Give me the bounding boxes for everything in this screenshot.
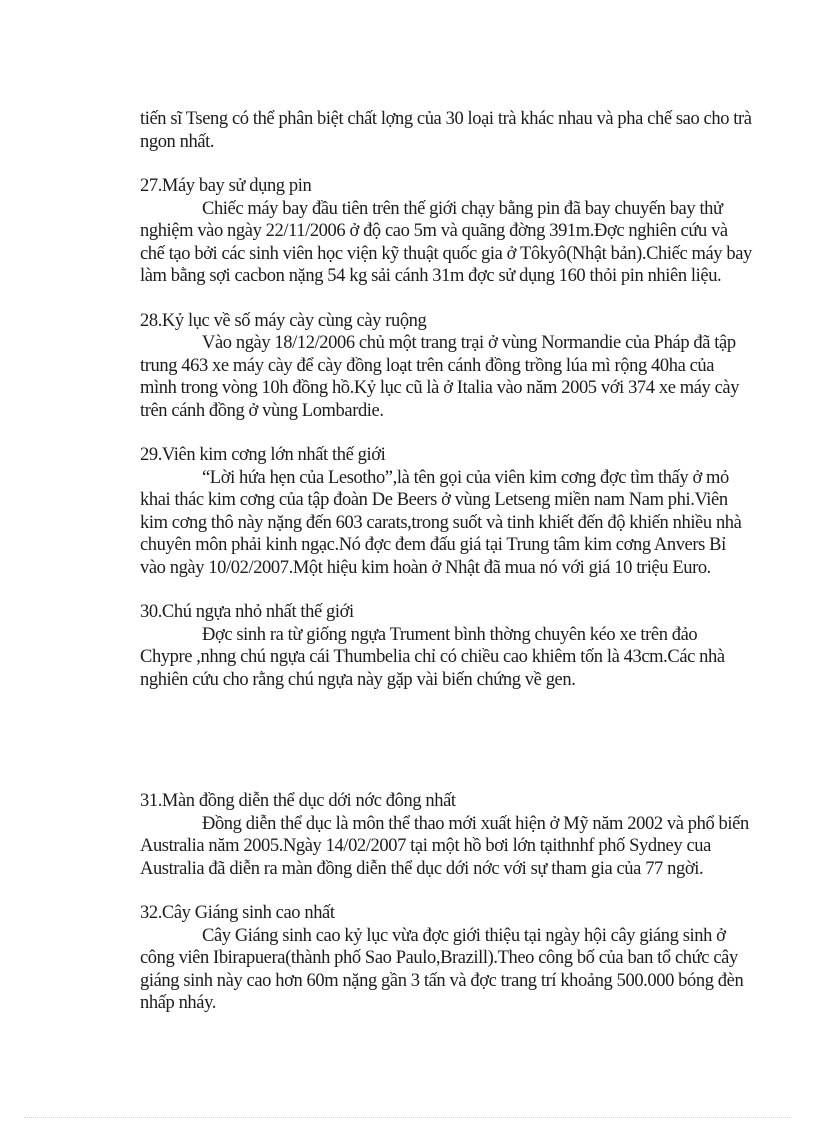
section-31 <box>140 790 752 880</box>
section-heading: 31.Màn đồng diễn thể dục dới nớc đông nhất <box>140 791 456 811</box>
section-heading: 28.Kỷ lục về số máy cày cùng cày ruộng <box>140 310 427 331</box>
page-bottom-divider <box>24 1117 792 1118</box>
section-30 <box>140 601 752 691</box>
section-heading: 32.Cây Giáng sinh cao nhất <box>140 903 335 923</box>
section-29 <box>140 444 752 579</box>
section-heading: 27.Máy bay sử dụng pin <box>140 176 312 196</box>
section-28 <box>140 310 752 423</box>
section-27 <box>140 175 752 288</box>
section-32 <box>140 902 752 1015</box>
section-body: Đợc sinh ra từ giống ngựa Trument bình thờng chuyên kéo xe trên đảo Chypre ,nhng chú ngựa cái Thumbelia chỉ có chiều cao khiêm tốn là 43cm.Các nhà nghiên cứu cho rằng chú ngựa này gặp vài biến chứng về gen. <box>140 624 725 690</box>
section-heading: 29.Viên kim cơng lớn nhất thế giới <box>140 445 386 465</box>
section-body: Đồng diễn thể dục là môn thể thao mới xuất hiện ở Mỹ năm 2002 và phổ biến Australia năm 2005.Ngày 14/02/2007 tại một hồ bơi lớn tạithnhf phố Sydney cua Australia đã diễn ra màn đồng diễn thể dục dới nớc với sự tham gia của 77 ngời. <box>140 813 749 879</box>
section-body: Cây Giáng sinh cao kỷ lục vừa đợc giới thiệu tại ngày hội cây giáng sinh ở công viên Ibirapuera(thành phố Sao Paulo,Brazill).Theo công bố của ban tổ chức cây giáng sinh này cao hơn 60m nặng gần 3 tấn và đợc trang trí khoảng 500.000 bóng đèn nhấp nháy. <box>140 925 744 1013</box>
section-body: Chiếc máy bay đầu tiên trên thế giới chạy bằng pin đã bay chuyến bay thử nghiệm vào ngày 22/11/2006 ở độ cao 5m và quãng đờng 391m.Đợc nghiên cứu và chế tạo bởi các sinh viên học viện kỹ thuật quốc gia ở Tôkyô(Nhật bản).Chiếc máy bay làm bằng sợi cacbon nặng 54 kg sải cánh 31m đợc sử dụng 160 thỏi pin nhiên liệu. <box>140 198 752 286</box>
section-body: “Lời hứa hẹn của Lesotho”,là tên gọi của viên kim cơng đợc tìm thấy ở mỏ khai thác kim cơng của tập đoàn De Beers ở vùng Letseng miền nam Nam phi.Viên kim cơng thô này nặng đến 603 carats,trong suốt và tinh khiết đến độ khiến nhiều nhà chuyên môn phải kinh ngạc.Nó đợc đem đấu giá tại Trung tâm kim cơng Anvers Bỉ vào ngày 10/02/2007.Một hiệu kim hoàn ở Nhật đã mua nó với giá 10 triệu Euro. <box>140 467 742 578</box>
document-page <box>140 108 752 1015</box>
section-heading: 30.Chú ngựa nhỏ nhất thế giới <box>140 602 354 622</box>
intro-paragraph: tiến sĩ Tseng có thể phân biệt chất lợng của 30 loại trà khác nhau và pha chế sao cho trà ngon nhất. <box>140 109 752 152</box>
section-body: Vào ngày 18/12/2006 chủ một trang trại ở vùng Normandie của Pháp đã tập trung 463 xe máy cày để cày đồng loạt trên cánh đồng trồng lúa mì rộng 40ha của mình trong vòng 10h đồng hồ.Kỷ lục cũ là ở Italia vào năm 2005 với 374 xe máy cày trên cánh đồng ở vùng Lombardie. <box>140 333 740 421</box>
